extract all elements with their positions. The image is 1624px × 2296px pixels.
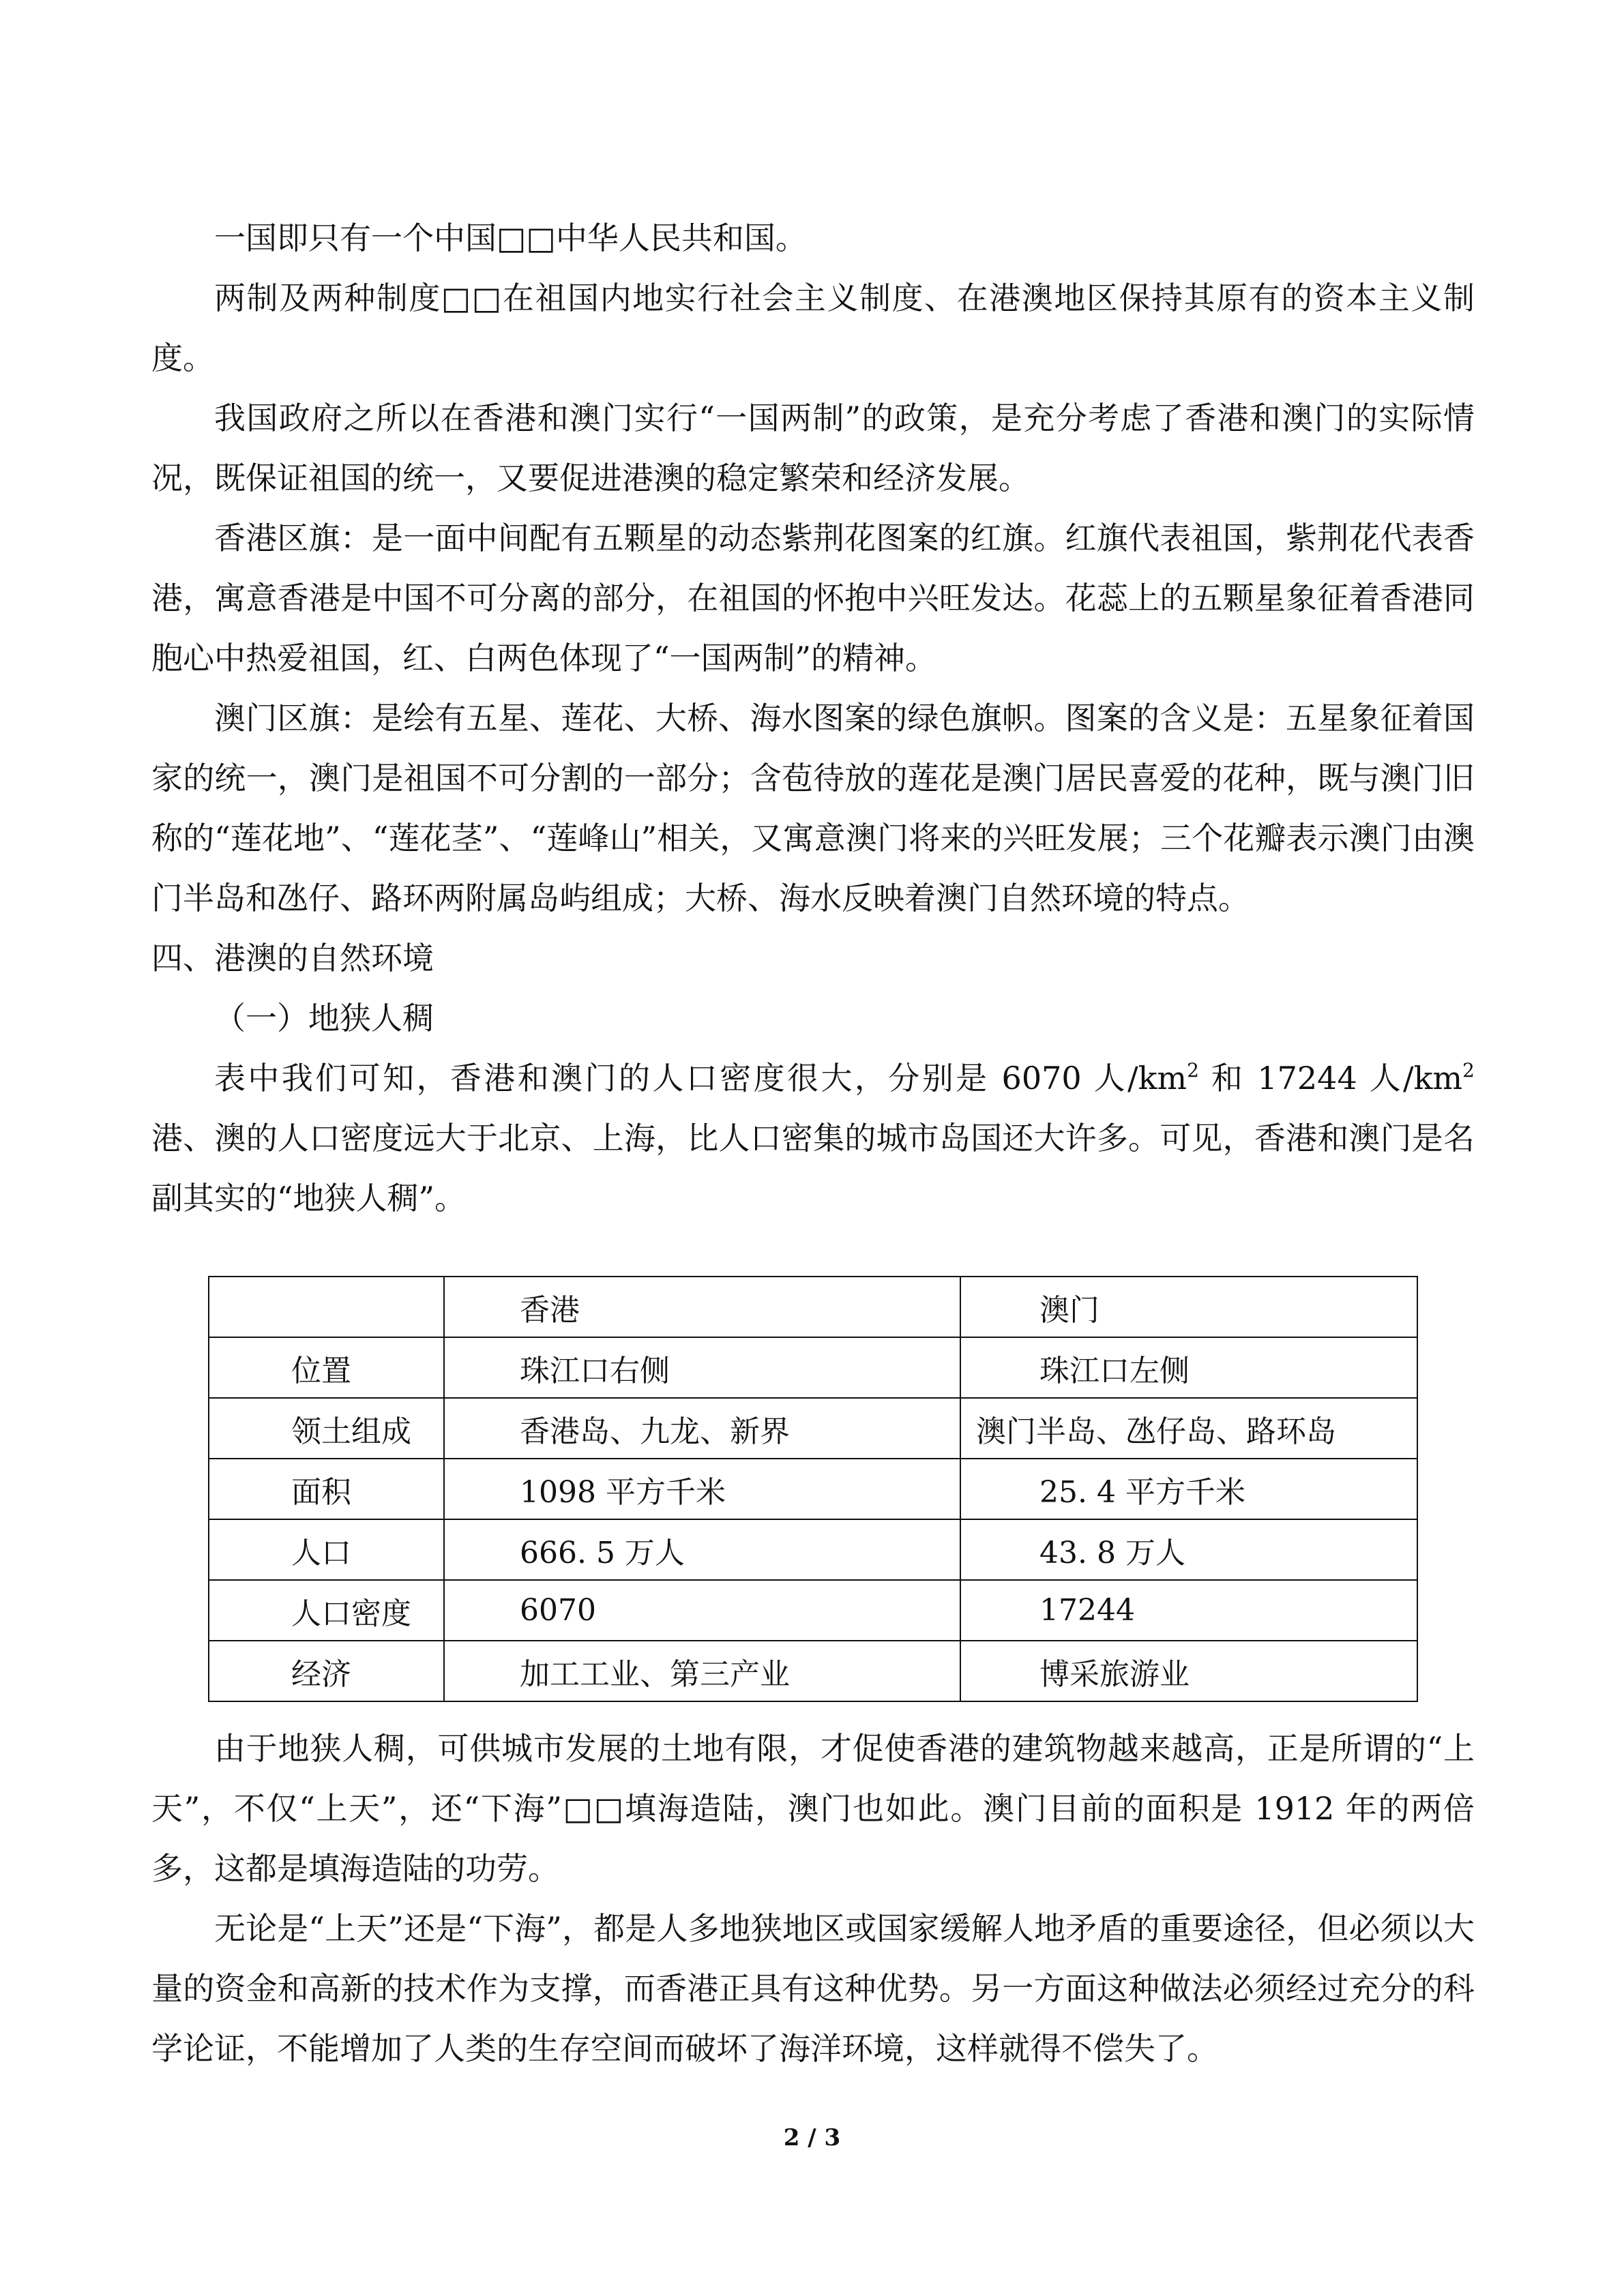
table-cell: 面积 bbox=[209, 1459, 444, 1519]
table-cell: 加工工业、第三产业 bbox=[444, 1641, 960, 1701]
table-cell: 博采旅游业 bbox=[960, 1641, 1417, 1701]
table-header-cell: 澳门 bbox=[960, 1277, 1417, 1337]
page-number: 2 / 3 bbox=[783, 2124, 841, 2151]
density-text-1: 表中我们可知，香港和澳门的人口密度很大，分别是 6070 人/km bbox=[214, 1060, 1187, 1097]
table-row bbox=[209, 1580, 1417, 1641]
table-header-cell bbox=[209, 1277, 444, 1337]
after-table-text bbox=[151, 1718, 1475, 2078]
table-cell: 人口密度 bbox=[209, 1580, 444, 1641]
table-header-cell: 香港 bbox=[444, 1277, 960, 1337]
table-cell: 澳门半岛、氹仔岛、路环岛 bbox=[960, 1398, 1417, 1459]
table-row bbox=[209, 1519, 1417, 1580]
density-text-3: 港、澳的人口密度远大于北京、上海，比人口密集的城市岛国还大许多。可见，香港和澳门是名副其实的“地狭人稠”。 bbox=[151, 1120, 1475, 1217]
paragraph-hk-flag: 香港区旗：是一面中间配有五颗星的动态紫荆花图案的红旗。红旗代表祖国，紫荆花代表香港，寓意香港是中国不可分离的部分，在祖国的怀抱中兴旺发达。花蕊上的五颗星象征着香港同胞心中热爱祖国，红、白两色体现了“一国两制”的精神。 bbox=[151, 520, 1475, 676]
table-cell: 6070 bbox=[444, 1580, 960, 1641]
hk-macau-comparison-table bbox=[208, 1276, 1418, 1702]
paragraph-policy: 我国政府之所以在香港和澳门实行“一国两制”的政策，是充分考虑了香港和澳门的实际情况，既保证祖国的统一，又要促进港澳的稳定繁荣和经济发展。 bbox=[151, 400, 1475, 496]
paragraph-conclusion: 无论是“上天”还是“下海”，都是人多地狭地区或国家缓解人地矛盾的重要途径，但必须以大量的资金和高新的技术作为支撑，而香港正具有这种优势。另一方面这种做法必须经过充分的科学论证，不能增加了人类的生存空间而破坏了海洋环境，这样就得不偿失了。 bbox=[151, 1910, 1475, 2067]
subheading: （一）地狭人稠 bbox=[214, 1000, 434, 1037]
table-cell: 43. 8 万人 bbox=[960, 1519, 1417, 1580]
table-cell: 领土组成 bbox=[209, 1398, 444, 1459]
paragraph-land-reclamation: 由于地狭人稠，可供城市发展的土地有限，才促使香港的建筑物越来越高，正是所谓的“上天”，不仅“上天”，还“下海”□□填海造陆，澳门也如此。澳门目前的面积是 1912 年的两倍多，这都是填海造陆的功劳。 bbox=[151, 1730, 1475, 1887]
table-cell: 25. 4 平方千米 bbox=[960, 1459, 1417, 1519]
table-header-row bbox=[209, 1277, 1417, 1337]
table-cell: 珠江口左侧 bbox=[960, 1337, 1417, 1398]
paragraph-density bbox=[151, 1048, 1475, 1228]
table-row bbox=[209, 1459, 1417, 1519]
superscript-1: 2 bbox=[1187, 1059, 1199, 1082]
paragraph-one-country: 一国即只有一个中国□□中华人民共和国。 bbox=[214, 220, 807, 256]
table-cell: 位置 bbox=[209, 1337, 444, 1398]
table-row bbox=[209, 1337, 1417, 1398]
table-row bbox=[209, 1398, 1417, 1459]
paragraph-macau-flag: 澳门区旗：是绘有五星、莲花、大桥、海水图案的绿色旗帜。图案的含义是：五星象征着国家的统一，澳门是祖国不可分割的一部分；含苞待放的莲花是澳门居民喜爱的花种，既与澳门旧称的“莲花地”、“莲花茎”、“莲峰山”相关，又寓意澳门将来的兴旺发展；三个花瓣表示澳门由澳门半岛和氹仔、路环两附属岛屿组成；大桥、海水反映着澳门自然环境的特点。 bbox=[151, 700, 1475, 916]
table-cell: 香港岛、九龙、新界 bbox=[444, 1398, 960, 1459]
table-cell: 珠江口右侧 bbox=[444, 1337, 960, 1398]
table-cell: 经济 bbox=[209, 1641, 444, 1701]
table-row bbox=[209, 1641, 1417, 1701]
section-heading: 四、港澳的自然环境 bbox=[151, 940, 434, 976]
density-text-2: 和 17244 人/km bbox=[1198, 1060, 1463, 1097]
main-text bbox=[151, 208, 1475, 1228]
table-cell: 1098 平方千米 bbox=[444, 1459, 960, 1519]
paragraph-two-systems: 两制及两种制度□□在祖国内地实行社会主义制度、在港澳地区保持其原有的资本主义制度。 bbox=[151, 280, 1475, 376]
table-cell: 人口 bbox=[209, 1519, 444, 1580]
table-cell: 666. 5 万人 bbox=[444, 1519, 960, 1580]
superscript-2: 2 bbox=[1462, 1059, 1475, 1082]
table-cell: 17244 bbox=[960, 1580, 1417, 1641]
